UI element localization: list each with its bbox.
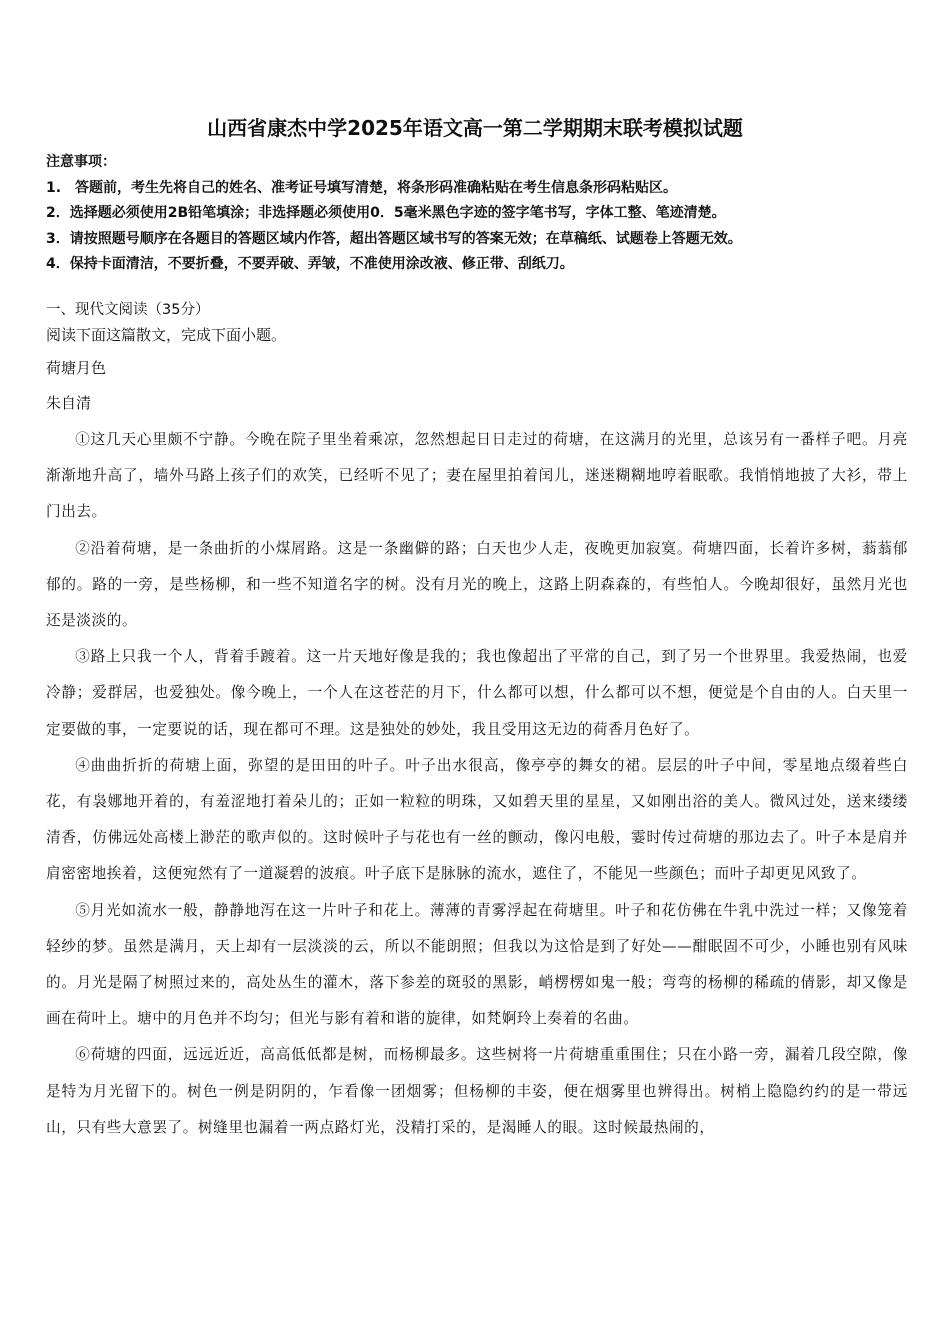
passage-paragraph: ⑥荷塘的四面，远远近近，高高低低都是树，而杨柳最多。这些树将一片荷塘重重围住；只在小路一旁，漏着几段空隙，像是特为月光留下的。树色一例是阴阴的，乍看像一团烟雾；但杨柳的丰姿，便在烟雾里也辨得出。树梢上隐隐约约的是一带远山，只有些大意罢了。树缝里也漏着一两点路灯光，没精打采的，是渴睡人的眼。这时候最热闹的， [46, 1046, 908, 1136]
page-title: 山西省康杰中学2025年语文高一第二学期期末联考模拟试题 [207, 116, 743, 140]
notice-block [46, 150, 916, 278]
reading-section-header [46, 298, 906, 417]
passage-paragraph: ②沿着荷塘，是一条曲折的小煤屑路。这是一条幽僻的路；白天也少人走，夜晚更加寂寞。荷塘四面，长着许多树，蓊蓊郁郁的。路的一旁，是些杨柳，和一些不知道名字的树。没有月光的晚上，这路上阴森森的，有些怕人。今晚却很好，虽然月光也还是淡淡的。 [46, 539, 908, 630]
section-title: 一、现代文阅读（35分） [46, 302, 210, 318]
notice-heading: 注意事项： [46, 154, 116, 170]
passage-author: 朱自清 [46, 394, 92, 412]
passage-paragraph: ④曲曲折折的荷塘上面，弥望的是田田的叶子。叶子出水很高，像亭亭的舞女的裙。层层的叶子中间，零星地点缀着些白花，有袅娜地开着的，有羞涩地打着朵儿的；正如一粒粒的明珠，又如碧天里的星星，又如刚出浴的美人。微风过处，送来缕缕清香，仿佛远处高楼上渺茫的歌声似的。这时候叶子与花也有一丝的颤动，像闪电般，霎时传过荷塘的那边去了。叶子本是肩并肩密密地挨着，这便宛然有了一道凝碧的波痕。叶子底下是脉脉的流水，遮住了，不能见一些颜色；而叶子却更见风致了。 [46, 756, 908, 883]
passage-paragraph: ③路上只我一个人，背着手踱着。这一片天地好像是我的；我也像超出了平常的自己，到了另一个世界里。我爱热闹，也爱冷静；爱群居，也爱独处。像今晚上，一个人在这苍茫的月下，什么都可以想，什么都可以不想，便觉是个自由的人。白天里一定要做的事，一定要说的话，现在都可不理。这是独处的妙处，我且受用这无边的荷香月色好了。 [46, 648, 908, 738]
passage-title: 荷塘月色 [46, 359, 107, 377]
notice-item: 3．请按照题号顺序在各题目的答题区域内作答，超出答题区域书写的答案无效；在草稿纸、试题卷上答题无效。 [46, 230, 742, 247]
notice-item: 1. 答题前，考生先将自己的姓名、准考证号填写清楚，将条形码准确粘贴在考生信息条形码粘贴区。 [46, 179, 678, 196]
passage-paragraph: ⑤月光如流水一般，静静地泻在这一片叶子和花上。薄薄的青雾浮起在荷塘里。叶子和花仿佛在牛乳中洗过一样；又像笼着轻纱的梦。虽然是满月，天上却有一层淡淡的云，所以不能朗照；但我以为这恰是到了好处——酣眠固不可少，小睡也别有风味的。月光是隔了树照过来的，高处丛生的灌木，落下参差的斑驳的黑影，峭楞楞如鬼一般；弯弯的杨柳的稀疏的倩影，却又像是画在荷叶上。塘中的月色并不均匀；但光与影有着和谐的旋律，如梵婀玲上奏着的名曲。 [46, 901, 908, 1028]
notice-item: 2．选择题必须使用2B铅笔填涂；非选择题必须使用0．5毫米黑色字迹的签字笔书写，字体工整、笔迹清楚。 [46, 205, 726, 221]
notice-item: 4．保持卡面清洁，不要折叠，不要弄破、弄皱，不准使用涂改液、修正带、刮纸刀。 [46, 256, 574, 272]
passage-paragraph: ①这几天心里颇不宁静。今晚在院子里坐着乘凉，忽然想起日日走过的荷塘，在这满月的光里，总该另有一番样子吧。月亮渐渐地升高了，墙外马路上孩子们的欢笑，已经听不见了；妻在屋里拍着闰儿，迷迷糊糊地哼着眠歌。我悄悄地披了大衫，带上门出去。 [46, 431, 908, 521]
passage-body [46, 422, 908, 1146]
section-instruction: 阅读下面这篇散文，完成下面小题。 [46, 326, 287, 344]
